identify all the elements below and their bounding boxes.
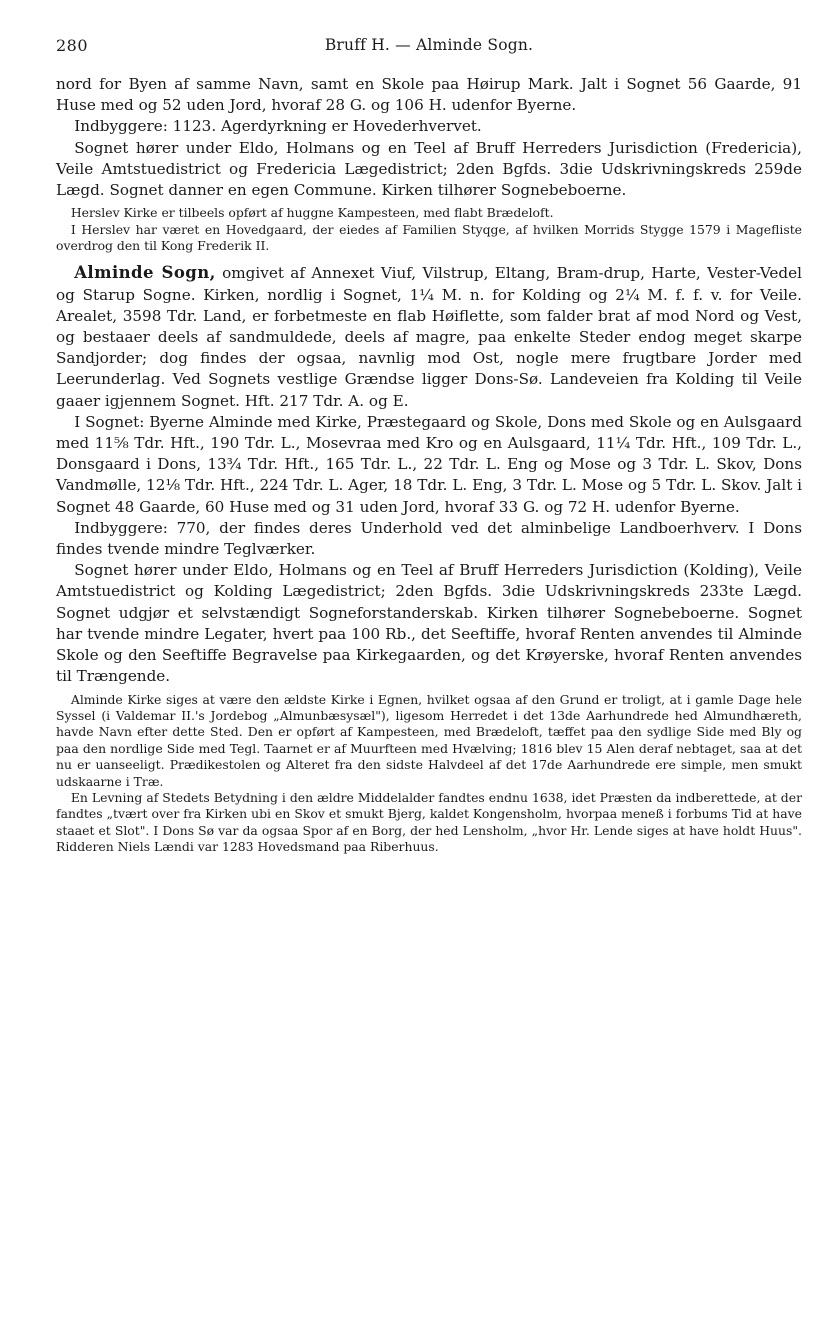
note-history: En Levning af Stedets Betydning i den ældre Middelalder fandtes endnu 1638, idet Præsten da indberettede, at der fandtes „tvært over fra Kirken ubi en Skov et smukt Bjerg, kaldet Kongensholm, hvorpaa meneß i forbums Tid at have staaet et Slot". I Dons Sø var da ogsaa Spor af en Borg, der hed Lensholm, „hvor Hr. Lende siges at have holdt Huus". Ridderen Niels Lændi var 1283 Hovedsmand paa Riberhuus. bbox=[56, 789, 802, 855]
note-church: Herslev Kirke er tilbeels opført af huggne Kampesteen, med flabt Brædeloft. bbox=[70, 205, 554, 221]
paragraph-localities: I Sognet: Byerne Alminde med Kirke, Præstegaard og Skole, Dons med Skole og en Aulsgaard med 11⅝ Tdr. Hft., 190 Tdr. L., Mosevraa med Kro og en Aulsgaard, 11¼ Tdr. Hft., 109 Tdr. L., Donsgaard i Dons, 13¾ Tdr. Hft., 165 Tdr. L., 22 Tdr. L. Eng og Mose og 3 Tdr. L. Skov, Dons Vandmølle, 12⅛ Tdr. Hft., 224 Tdr. L. Ager, 18 Tdr. L. Eng, 3 Tdr. L. Mose og 5 Tdr. L. Skov. Jalt i Sognet 48 Gaarde, 60 Huse med og 31 uden Jord, hvoraf 33 G. og 72 H. udenfor Byerne. bbox=[56, 412, 802, 516]
paragraph-jurisdiction: Sognet hører under Eldo, Holmans og en Teel af Bruff Herreders Jurisdiction (Fredericia), Veile Amtstuedistrict og Fredericia Lægedistrict; 2den Bgfds. 3die Udskrivningskreds 259de Lægd. Sognet danner en egen Commune. Kirken tilhører Sognebeboerne. bbox=[56, 138, 802, 200]
paragraph-population-2: Indbyggere: 770, der findes deres Underhold ved det alminbelige Landboerhverv. I Dons findes tvende mindre Teglværker. bbox=[56, 518, 802, 559]
running-head: Bruff H. — Alminde Sogn. bbox=[324, 36, 534, 54]
entry-title: Alminde Sogn, bbox=[74, 263, 216, 283]
main-text bbox=[56, 74, 802, 201]
small-print-notes-2 bbox=[56, 692, 802, 856]
small-print-notes bbox=[56, 205, 802, 254]
page-header bbox=[56, 36, 802, 62]
note-alminde-church: Alminde Kirke siges at være den ældste Kirke i Egnen, hvilket ogsaa af den Grund er troligt, at i gamle Dage hele Syssel (i Valdemar II.'s Jordebog „Almunbæsysæl"), ligesom Herredet i det 13de Aarhundrede hed Almundhæreth, havde Navn efter dette Sted. Den er opført af Kampesteen, med Brædeloft, tæffet paa den sydlige Side med Bly og paa den nordlige Side med Tegl. Taarnet er af Muurfteen med Hvælving; 1816 blev 15 Alen deraf nebtaget, saa at det nu er uanseeligt. Prædikestolen og Alteret fra den sidste Halvdeel af det 17de Aarhundrede ere simple, men smukt udskaarne i Træ. bbox=[56, 691, 802, 789]
entry-description: omgivet af Annexet Viuf, Vilstrup, Eltang, Bram-drup, Harte, Vester-Vedel og Starup Sogne. Kirken, nordlig i Sognet, 1¼ M. n. for Kolding og 2¼ M. f. f. v. for Veile. Arealet, 3598 Tdr. Land, er forbetmeste en flab Høiflette, som falder brat af mod Nord og Vest, og bestaaer deels af sandmuldede, deels af magre, paa enkelte Steder endog meget skarpe Sandjorder; dog findes der ogsaa, navnlig mod Ost, nogle mere frugtbare Jorder med Leerunderlag. Ved Sognets vestlige Grændse ligger Dons-Sø. Landeveien fra Kolding til Veile gaaer igjennem Sognet. Hft. 217 Tdr. A. og E. bbox=[56, 264, 802, 410]
page-number: 280 bbox=[56, 36, 89, 55]
paragraph-population: Indbyggere: 1123. Agerdyrkning er Hovederhvervet. bbox=[74, 117, 482, 136]
paragraph-jurisdiction-2: Sognet hører under Eldo, Holmans og en Teel af Bruff Herreders Jurisdiction (Kolding), Veile Amtstuedistrict og Kolding Lægedistrict; 2den Bgfds. 3die Udskrivningskreds 233te Lægd. Sognet udgjør et selvstændigt Sogneforstanderskab. Kirken tilhører Sognebeboerne. Sognet har tvende mindre Legater, hvert paa 100 Rb., det Seeftiffe, hvoraf Renten anvendes til Alminde Skole og den Seeftiffe Begravelse paa Kirkegaarden, og det Krøyerske, hvoraf Renten anvendes til Trængende. bbox=[56, 561, 802, 686]
entry-alminde bbox=[56, 262, 802, 687]
note-manor: I Herslev har været en Hovedgaard, der eiedes af Familien Styqge, af hvilken Morrids Stygge 1579 i Magefliste overdrog den til Kong Frederik II. bbox=[56, 221, 802, 254]
paragraph-continuation: nord for Byen af samme Navn, samt en Skole paa Høirup Mark. Jalt i Sognet 56 Gaarde, 91 Huse med og 52 uden Jord, hvoraf 28 G. og 106 H. udenfor Byerne. bbox=[56, 75, 802, 115]
